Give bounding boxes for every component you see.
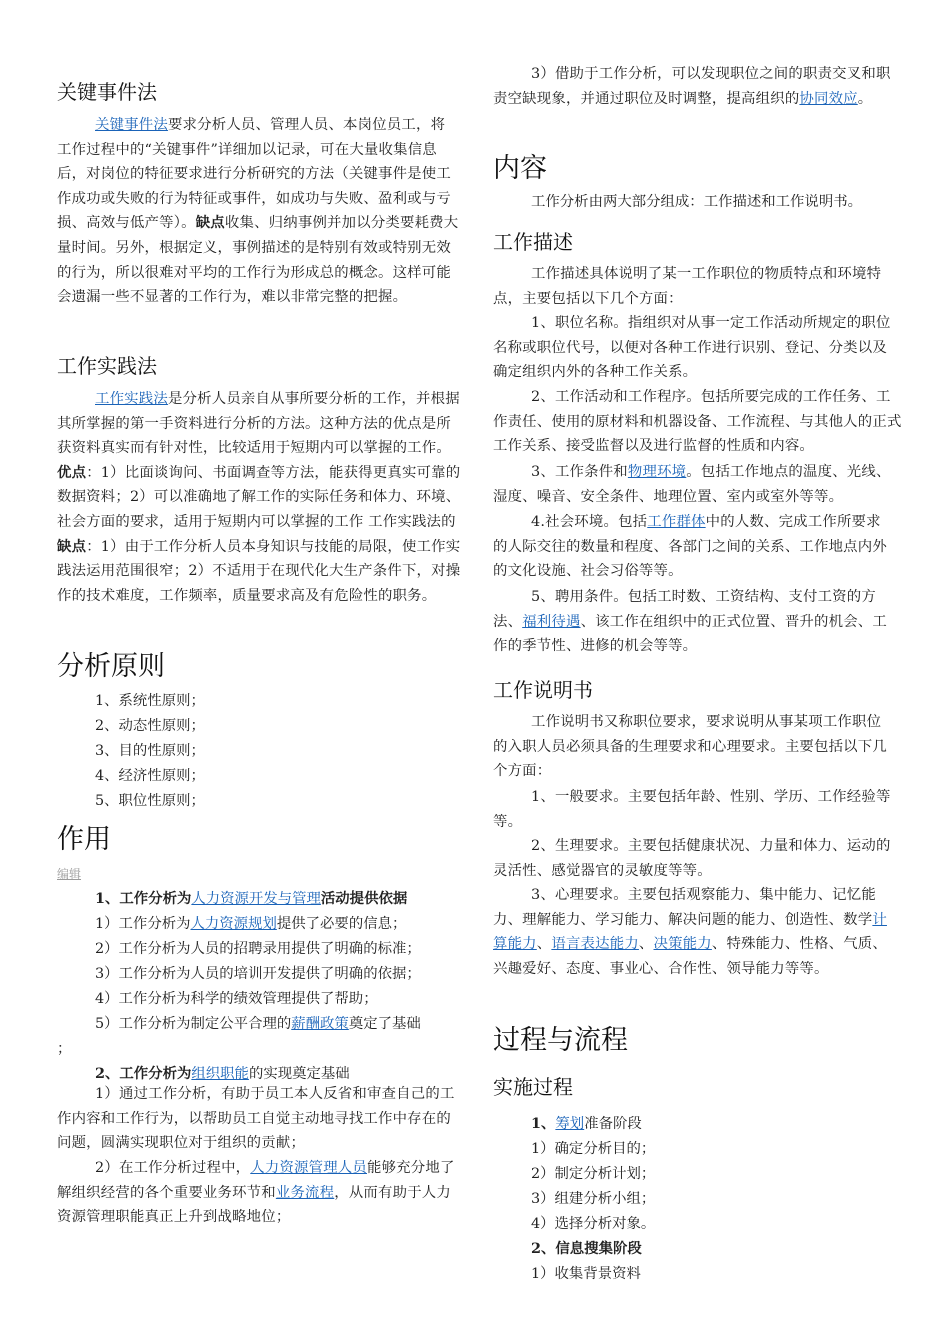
salary-policy-link[interactable]: 薪酬政策 [291, 1016, 349, 1032]
phase-1-item: 3）组建分析小组； [531, 1191, 656, 1207]
hr-dev-link[interactable]: 人力资源开发与管理 [191, 891, 321, 907]
principle-item: 5、职位性原则； [95, 793, 205, 809]
role-2a: 1）通过工作分析，有助于员工本人反省和审查自己的工作内容和工作行为，以帮助员工自觉主动地寻找工作中存在的问题，圆满实现职位对于组织的贡献； [57, 1086, 455, 1152]
org-function-link[interactable]: 组织职能 [191, 1066, 249, 1082]
phase-2-title: 2、信息搜集阶段 [531, 1240, 642, 1257]
critical-incident-link[interactable]: 关键事件法 [95, 117, 168, 133]
implementation-heading: 实施过程 [493, 1075, 573, 1099]
role-1a: 1）工作分析为人力资源规划提供了必要的信息； [95, 916, 407, 932]
phase-1-item: 1）确定分析目的； [531, 1141, 656, 1157]
desc-item-4: 4.社会环境。包括工作群体中的人数、完成工作所要求的人际交往的数量和程度、各部门之间的关系、工作地点内外的文化设施、社会习俗等等。 [493, 514, 887, 580]
desc-item-5: 5、聘用条件。包括工时数、工资结构、支付工资的方法、福利待遇、该工作在组织中的正式位置、晋升的机会、工作的季节性、进修的机会等等。 [493, 589, 887, 655]
desc-item-2: 2、工作活动和工作程序。包括所要完成的工作任务、工作责任、使用的原材料和机器设备、工作流程、与其他人的正式工作关系、接受监督以及进行监督的性质和内容。 [493, 389, 902, 455]
phase-1-item: 4）选择分析对象。 [531, 1216, 656, 1232]
role-2c: 3）借助于工作分析，可以发现职位之间的职责交叉和职责空缺现象，并通过职位及时调整，提高组织的协同效应。 [493, 66, 891, 107]
work-practice-paragraph: 工作实践法是分析人员亲自从事所要分析的工作，并根据其所掌握的第一手资料进行分析的方法。这种方法的优点是所获资料真实而有针对性，比较适用于短期内可以掌握的工作。优点：1）比面谈询问、书面调查等方法，能获得更真实可靠的数据资料；2）可以准确地了解工作的实际任务和体力、环境、社会方面的要求，适用于短期内可以掌握的工作 工作实践法的缺点：1）由于工作分析人员本身知识与技能的局限，使工作实践法运用范围很窄；2）不适用于在现代化大生产条件下，对操作的技术难度，工作频率，质量要求高及有危险性的职务。 [57, 391, 461, 604]
role-1-title: 1、工作分析为人力资源开发与管理活动提供依据 [95, 890, 408, 907]
welfare-link[interactable]: 福利待遇 [522, 613, 581, 630]
physical-env-link[interactable]: 物理环境 [627, 464, 687, 480]
principle-item: 2、动态性原则； [95, 718, 205, 734]
spec-item-2: 2、生理要求。主要包括健康状况、力量和体力、运动的灵活性、感觉器官的灵敏度等等。 [493, 838, 891, 879]
synergy-link[interactable]: 协同效应 [799, 90, 858, 107]
critical-incident-paragraph: 关键事件法要求分析人员、管理人员、本岗位员工，将工作过程中的“关键事件”详细加以记录，可在大量收集信息后，对岗位的特征要求进行分析研究的方法（关键事件是使工作成功或失败的行为特征或事件，如成功与失败、盈利或与亏损、高效与低产等）。缺点收集、归纳事例并加以分类要耗费大量时间。另外，根据定义，事例描述的是特别有效或特别无效的行为，所以很难对平均的工作行为形成总的概念。这样可能会遗漏一些不显著的工作行为，难以非常完整的把握。 [57, 117, 459, 306]
work-practice-link[interactable]: 工作实践法 [95, 391, 168, 407]
language-ability-link[interactable]: 语言表达能力 [551, 936, 639, 953]
planning-link[interactable]: 筹划 [555, 1116, 585, 1132]
calc-ability-link[interactable]: 计算能力 [493, 911, 887, 953]
spec-item-3: 3、心理要求。主要包括观察能力、集中能力、记忆能力、理解能力、学习能力、解决问题的能力、创造性、数学计算能力、语言表达能力、决策能力、特殊能力、性格、气质、兴趣爱好、态度、事业心、合作性、领导能力等等。 [493, 887, 887, 977]
role-2-title: 2、工作分析为组织职能的实现奠定基础 [95, 1065, 350, 1082]
phase-2-item: 1）收集背景资料 [531, 1266, 641, 1282]
hr-planning-link[interactable]: 人力资源规划 [190, 916, 277, 932]
phase-1-title: 1、筹划准备阶段 [531, 1115, 642, 1132]
role-2b: 2）在工作分析过程中，人力资源管理人员能够充分地了解组织经营的各个重要业务环节和业务流程，从而有助于人力资源管理职能真正上升到战略地位； [57, 1160, 455, 1226]
role-1e: 5）工作分析为制定公平合理的薪酬政策奠定了基础 [95, 1016, 421, 1032]
role-1c: 3）工作分析为人员的培训开发提供了明确的依据； [95, 966, 421, 982]
desc-intro: 工作描述具体说明了某一工作职位的物质特点和环境特点，主要包括以下几个方面： [493, 266, 882, 307]
desc-item-1: 1、职位名称。指组织对从事一定工作活动所规定的职位名称或职位代号，以便对各种工作进行识别、登记、分类以及确定组织内外的各种工作关系。 [493, 315, 891, 381]
spec-item-1: 1、一般要求。主要包括年龄、性别、学历、工作经验等等。 [493, 789, 891, 830]
job-description-heading: 工作描述 [493, 230, 573, 254]
principles-heading: 分析原则 [57, 651, 165, 682]
work-practice-heading: 工作实践法 [57, 354, 157, 378]
role-1e-semicolon: ； [57, 1041, 72, 1057]
phase-1-item: 2）制定分析计划； [531, 1166, 656, 1182]
critical-incident-heading: 关键事件法 [57, 80, 157, 104]
role-heading: 作用 [57, 824, 111, 855]
edit-link[interactable]: 编辑 [57, 867, 82, 881]
decision-ability-link[interactable]: 决策能力 [653, 936, 712, 953]
desc-item-3: 3、工作条件和物理环境。包括工作地点的温度、光线、湿度、噪音、安全条件、地理位置、室内或室外等等。 [493, 464, 891, 505]
business-process-link[interactable]: 业务流程 [275, 1184, 335, 1201]
job-spec-heading: 工作说明书 [493, 678, 593, 702]
process-heading: 过程与流程 [493, 1025, 628, 1056]
content-heading: 内容 [493, 153, 547, 184]
work-group-link[interactable]: 工作群体 [647, 514, 706, 530]
principle-item: 1、系统性原则； [95, 693, 205, 709]
role-1d: 4）工作分析为科学的绩效管理提供了帮助； [95, 991, 378, 1007]
principle-item: 3、目的性原则； [95, 743, 205, 759]
hr-manager-link[interactable]: 人力资源管理人员 [250, 1160, 367, 1176]
principle-item: 4、经济性原则； [95, 768, 205, 784]
content-intro: 工作分析由两大部分组成：工作描述和工作说明书。 [531, 194, 862, 210]
role-1b: 2）工作分析为人员的招聘录用提供了明确的标准； [95, 941, 421, 957]
spec-intro: 工作说明书又称职位要求，要求说明从事某项工作职位的入职人员必须具备的生理要求和心理要求。主要包括以下几个方面： [493, 714, 887, 780]
